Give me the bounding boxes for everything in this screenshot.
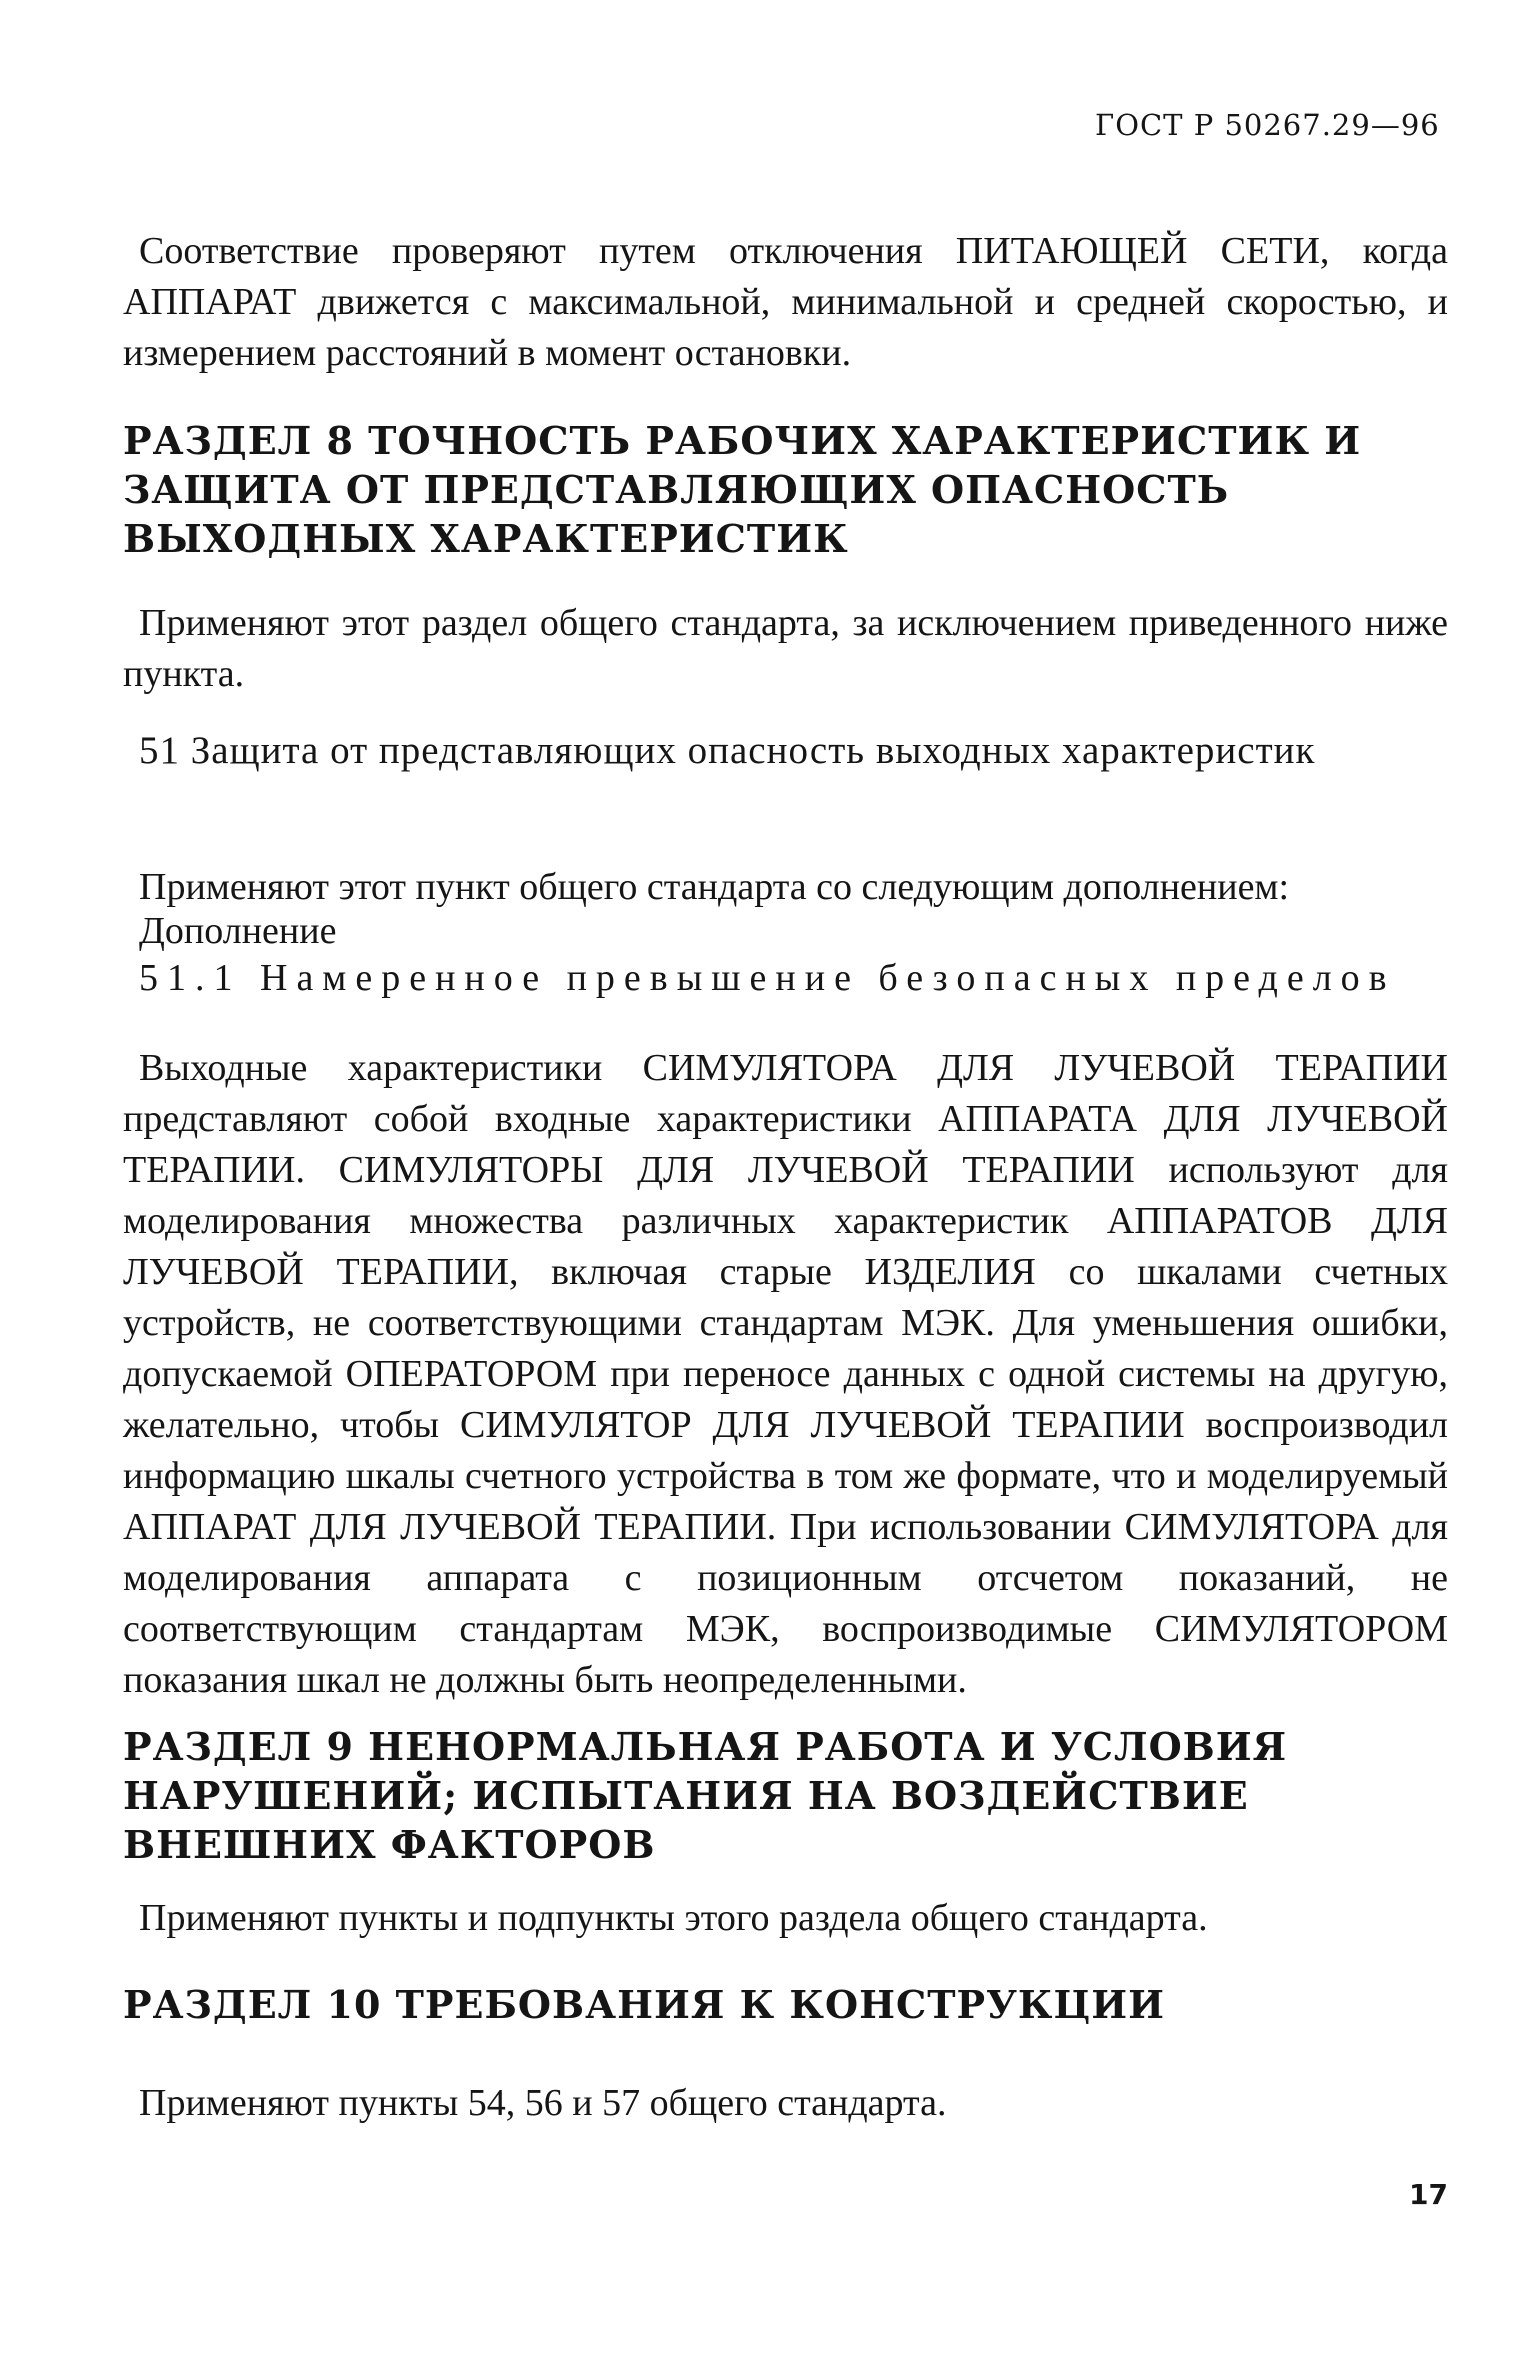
paragraph-simulator-outputs: Выходные характеристики СИМУЛЯТОРА ДЛЯ ЛУЧЕВОЙ ТЕРАПИИ представляют собой входные характеристики АППАРАТА ДЛЯ ЛУЧЕВОЙ ТЕРАПИИ. СИМУЛЯТОРЫ ДЛЯ ЛУЧЕВОЙ ТЕРАПИИ используют для моделирования множества различных характеристик АППАРАТОВ ДЛЯ ЛУЧЕВОЙ ТЕРАПИИ, включая старые ИЗДЕЛИЯ со шкалами счетных устройств, не соответствующими стандартам МЭК. Для уменьшения ошибки, допускаемой ОПЕРАТОРОМ при переносе данных с одной системы на другую, желательно, чтобы СИМУЛЯТОР ДЛЯ ЛУЧЕВОЙ ТЕРАПИИ воспроизводил информацию шкалы счетного устройства в том же формате, что и моделируемый АППАРАТ ДЛЯ ЛУЧЕВОЙ ТЕРАПИИ. При использовании СИМУЛЯТОРА для моделирования аппарата с позиционным отсчетом показаний, не соответствующим стандартам МЭК, воспроизводимые СИМУЛЯТОРОМ показания шкал не должны быть неопределенными. [123, 1047, 1448, 1701]
paragraph-section-10-applicability: Применяют пункты 54, 56 и 57 общего стандарта. [139, 2082, 947, 2124]
paragraph-compliance: Соответствие проверяют путем отключения ПИТАЮЩЕЙ СЕТИ, когда АППАРАТ движется с максимальной, минимальной и средней скоростью, и измерением расстояний в момент остановки. [123, 230, 1448, 374]
page-number: 17 [1409, 2178, 1448, 2211]
paragraph-section-8-applicability: Применяют этот раздел общего стандарта, за исключением приведенного ниже пункта. [123, 602, 1448, 695]
clause-51-title: 51 Защита от представляющих опасность выходных характеристик [139, 729, 1316, 772]
section-10-heading: РАЗДЕЛ 10 ТРЕБОВАНИЯ К КОНСТРУКЦИИ [123, 1982, 1166, 2027]
clause-51-1-title: 51.1 Намеренное превышение безопасных пределов [139, 957, 1396, 999]
paragraph-section-9-applicability: Применяют пункты и подпункты этого раздела общего стандарта. [139, 1897, 1208, 1939]
section-8-heading: РАЗДЕЛ 8 ТОЧНОСТЬ РАБОЧИХ ХАРАКТЕРИСТИК И ЗАЩИТА ОТ ПРЕДСТАВЛЯЮЩИХ ОПАСНОСТЬ ВЫХОДНЫХ ХАРАКТЕРИСТИК [123, 418, 1362, 561]
document-code: ГОСТ Р 50267.29—96 [1095, 108, 1440, 142]
section-9-heading: РАЗДЕЛ 9 НЕНОРМАЛЬНАЯ РАБОТА И УСЛОВИЯ НАРУШЕНИЙ; ИСПЫТАНИЯ НА ВОЗДЕЙСТВИЕ ВНЕШНИХ ФАКТОРОВ [123, 1724, 1288, 1867]
paragraph-clause-51-applicability: Применяют этот пункт общего стандарта со следующим дополнением: [139, 866, 1290, 908]
supplement-label: Дополнение [139, 910, 337, 952]
